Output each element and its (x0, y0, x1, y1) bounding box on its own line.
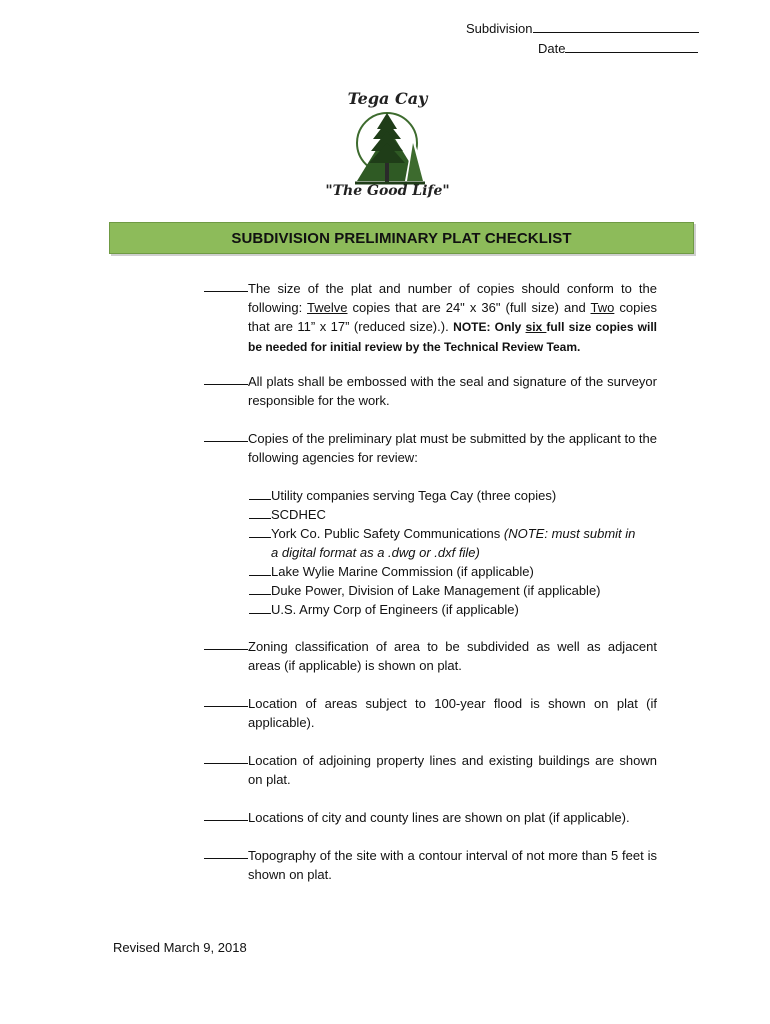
checkbox-blank[interactable] (249, 601, 271, 614)
checklist-item-plat-size (204, 279, 657, 357)
date-blank[interactable] (565, 40, 698, 53)
checkbox-blank[interactable] (249, 525, 271, 538)
checkbox-blank[interactable] (249, 506, 271, 519)
logo-city-name: Tega Cay (347, 89, 428, 108)
subdivision-field[interactable] (466, 20, 699, 37)
item-text: Location of adjoining property lines and existing buildings are shown on plat. (248, 753, 657, 787)
item-text: Zoning classification of area to be subdivided as well as adjacent areas (if applicable) is shown on plat. (248, 639, 657, 673)
agency-item-lake-wylie: Lake Wylie Marine Commission (if applicable) (249, 562, 659, 581)
logo-slogan: "The Good Life" (325, 183, 450, 199)
checklist-item-flood-zone (204, 694, 657, 732)
item-text: Copies of the preliminary plat must be submitted by the applicant to the following agencies for review: (248, 431, 657, 465)
checkbox-blank[interactable] (249, 563, 271, 576)
pine-tree-icon (347, 107, 429, 187)
checkbox-blank[interactable] (204, 808, 248, 821)
agency-item-utility: Utility companies serving Tega Cay (three copies) (249, 486, 659, 505)
checkbox-blank[interactable] (204, 846, 248, 859)
item-text: Locations of city and county lines are shown on plat (if applicable). (248, 810, 630, 825)
subdivision-blank[interactable] (533, 20, 699, 33)
checkbox-blank[interactable] (204, 637, 248, 650)
checklist-item-topography (204, 846, 657, 884)
agency-item-scdhec: SCDHEC (249, 505, 659, 524)
checkbox-blank[interactable] (204, 751, 248, 764)
agency-item-york-co: York Co. Public Safety Communications (NOTE: must submit in a digital format as a .dwg or .dxf file) (249, 524, 659, 562)
checklist-item-embossed-seal (204, 372, 657, 410)
checklist-item-zoning (204, 637, 657, 675)
date-label: Date (538, 41, 566, 56)
item-text: The size of the plat and number of copies should conform to the following: Twelve copies that are 24" x 36" (full size) and Two copies that are 11” x 17” (reduced size).). NOTE: Only six full size copies will be needed for initial review by the Technical Review Team. (248, 281, 658, 354)
checkbox-blank[interactable] (204, 694, 248, 707)
checklist-item-agency-copies (204, 429, 657, 467)
checkbox-blank[interactable] (204, 279, 248, 292)
checkbox-blank[interactable] (249, 582, 271, 595)
checklist-item-property-lines (204, 751, 657, 789)
date-field[interactable] (538, 40, 698, 57)
revision-date: Revised March 9, 2018 (113, 940, 247, 955)
checkbox-blank[interactable] (204, 429, 248, 442)
tega-cay-logo (325, 85, 450, 210)
agency-item-army-corp: U.S. Army Corp of Engineers (if applicable) (249, 600, 659, 619)
item-text: Topography of the site with a contour interval of not more than 5 feet is shown on plat. (248, 848, 657, 882)
checklist-item-city-county-lines (204, 808, 657, 827)
item-text: Location of areas subject to 100-year flood is shown on plat (if applicable). (248, 696, 657, 730)
agency-item-duke-power: Duke Power, Division of Lake Management (if applicable) (249, 581, 659, 600)
item-text: All plats shall be embossed with the seal and signature of the surveyor responsible for the work. (248, 374, 657, 408)
page-title: SUBDIVISION PRELIMINARY PLAT CHECKLIST (109, 222, 694, 254)
subdivision-label: Subdivision (466, 21, 533, 36)
checkbox-blank[interactable] (204, 372, 248, 385)
checkbox-blank[interactable] (249, 487, 271, 500)
